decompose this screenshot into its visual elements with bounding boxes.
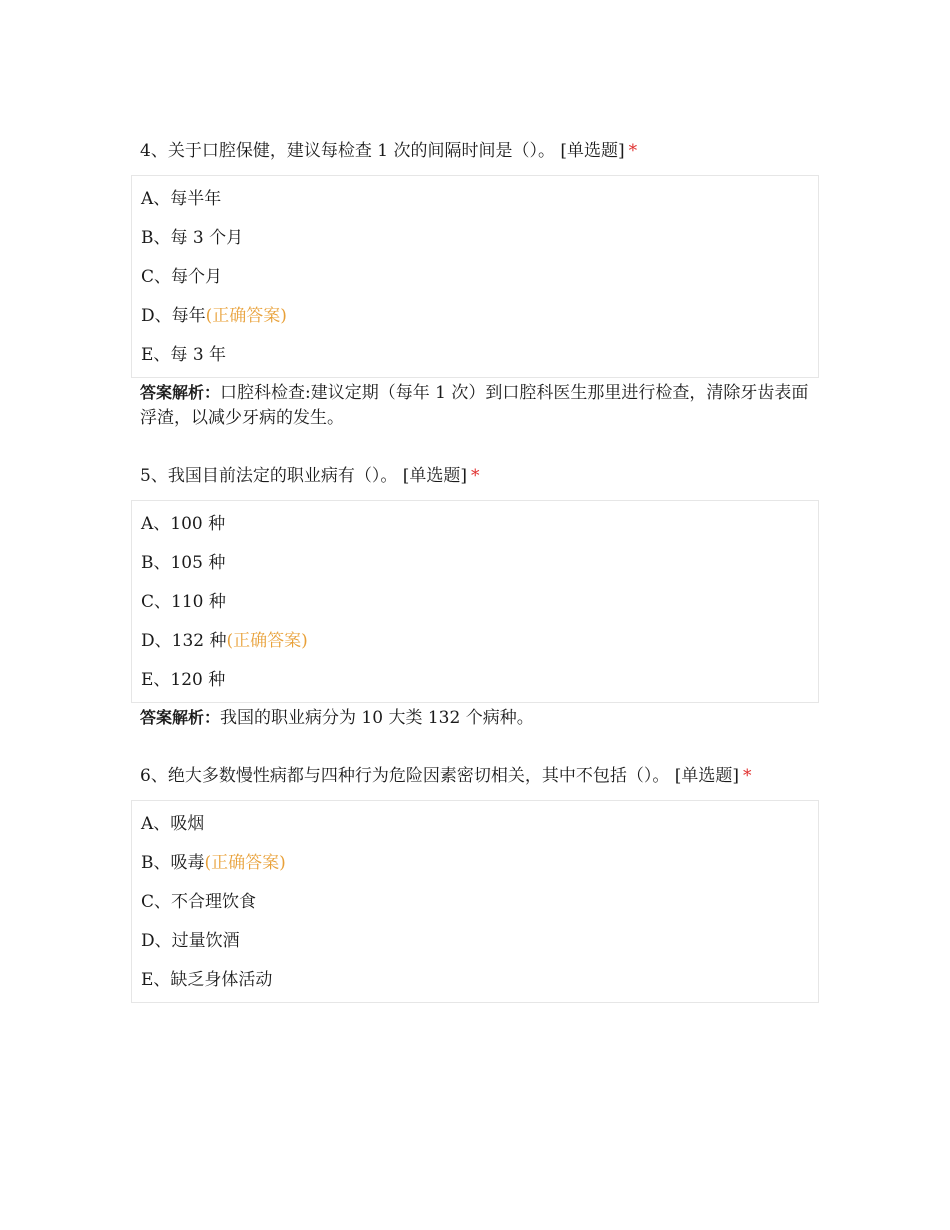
option-d[interactable] <box>132 622 818 661</box>
correct-answer-tag: (正确答案) <box>205 306 287 326</box>
required-mark: * <box>628 141 638 161</box>
option-label: B、每 3 个月 <box>141 228 244 248</box>
option-label: B、105 种 <box>141 553 226 573</box>
option-c[interactable] <box>132 258 818 297</box>
question-4 <box>131 135 819 431</box>
option-label: A、100 种 <box>141 514 226 534</box>
options-box <box>131 800 819 1003</box>
question-title-text: 5、我国目前法定的职业病有（）。 [单选题] <box>140 466 467 486</box>
question-title <box>131 135 819 167</box>
option-d[interactable] <box>132 922 818 961</box>
answer-analysis <box>131 380 810 431</box>
option-e[interactable] <box>132 961 818 1000</box>
option-a[interactable] <box>132 180 818 219</box>
question-title-text: 4、关于口腔保健，建议每检查 1 次的间隔时间是（）。 [单选题] <box>140 141 625 161</box>
option-label: E、每 3 年 <box>141 345 227 365</box>
option-c[interactable] <box>132 883 818 922</box>
option-b[interactable] <box>132 844 818 883</box>
option-label: A、吸烟 <box>141 814 205 834</box>
answer-analysis <box>131 705 810 731</box>
option-label: D、132 种 <box>141 631 227 651</box>
required-mark: * <box>470 466 480 486</box>
option-label: D、过量饮酒 <box>141 931 240 951</box>
required-mark: * <box>742 766 752 786</box>
option-b[interactable] <box>132 544 818 583</box>
option-e[interactable] <box>132 336 818 375</box>
question-title <box>131 760 819 792</box>
option-c[interactable] <box>132 583 818 622</box>
correct-answer-tag: (正确答案) <box>226 631 308 651</box>
option-label: A、每半年 <box>141 189 222 209</box>
option-a[interactable] <box>132 805 818 844</box>
option-b[interactable] <box>132 219 818 258</box>
option-label: C、每个月 <box>141 267 223 287</box>
option-label: E、120 种 <box>141 670 226 690</box>
option-a[interactable] <box>132 505 818 544</box>
option-label: B、吸毒 <box>141 853 205 873</box>
option-label: E、缺乏身体活动 <box>141 970 273 990</box>
correct-answer-tag: (正确答案) <box>204 853 286 873</box>
option-label: D、每年 <box>141 306 206 326</box>
analysis-label: 答案解析： <box>140 708 221 727</box>
option-d[interactable] <box>132 297 818 336</box>
option-label: C、110 种 <box>141 592 226 612</box>
option-label: C、不合理饮食 <box>141 892 257 912</box>
options-box <box>131 500 819 703</box>
options-box <box>131 175 819 378</box>
question-title <box>131 460 819 492</box>
question-title-text: 6、绝大多数慢性病都与四种行为危险因素密切相关，其中不包括（）。 [单选题] <box>140 766 739 786</box>
option-e[interactable] <box>132 661 818 700</box>
analysis-text: 口腔科检查:建议定期（每年 1 次）到口腔科医生那里进行检查，清除牙齿表面浮渣，以减少牙病的发生。 <box>140 383 809 428</box>
analysis-text: 我国的职业病分为 10 大类 132 个病种。 <box>220 708 534 728</box>
analysis-label: 答案解析： <box>140 383 221 402</box>
question-5 <box>131 460 819 731</box>
question-6 <box>131 760 819 1003</box>
